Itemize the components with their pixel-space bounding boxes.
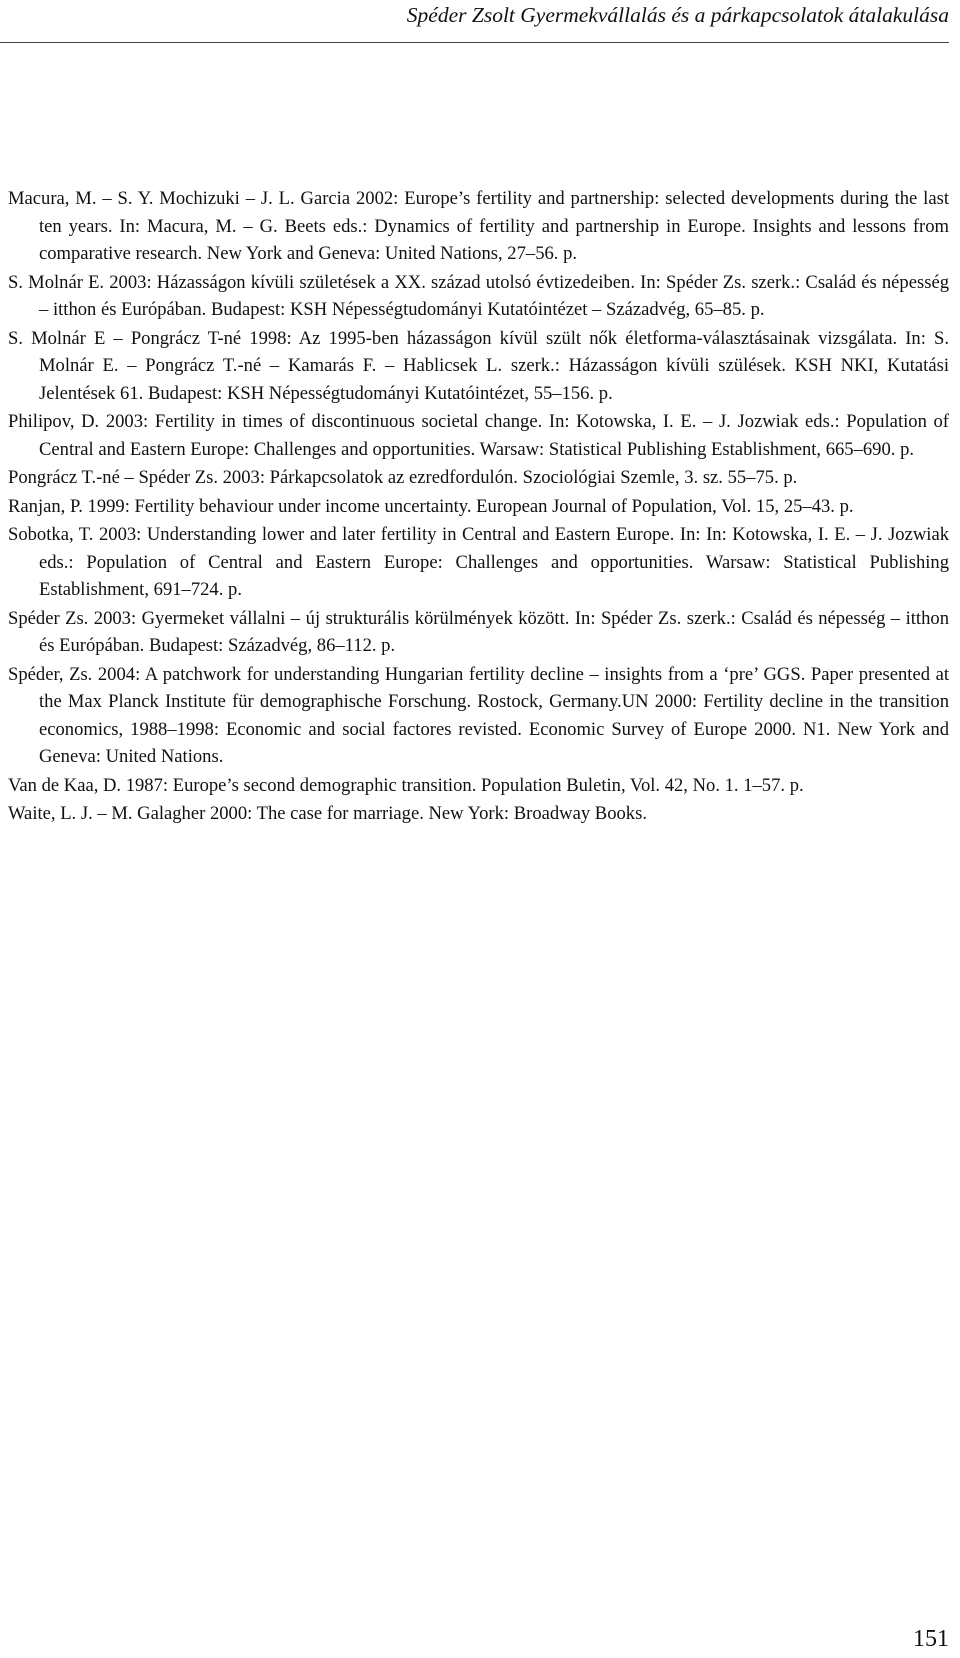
reference-entry: Macura, M. – S. Y. Mochizuki – J. L. Garcia 2002: Europe’s fertility and partnership: selected developments during the last ten years. In: Macura, M. – G. Beets eds.: Dynamics of fertility and partnership in Europe. Insights and lessons from comparative research. New York and Geneva: United Nations, 27–56. p. — [8, 188, 949, 264]
reference-entry: Spéder Zs. 2003: Gyermeket vállalni – új strukturális körülmények között. In: Spéder Zs. szerk.: Család és népesség – itthon és Európában. Budapest: Századvég, 86–112. p. — [8, 607, 949, 656]
reference-list — [8, 185, 949, 829]
reference-entry: Spéder, Zs. 2004: A patchwork for understanding Hungarian fertility decline – insights from a ‘pre’ GGS. Paper presented at the Max Planck Institute für demographische Forschung. Rostock, Germany.UN 2000: Fertility decline in the transition economics, 1988–1998: Economic and social factores revisted. Economic Survey of Europe 2000. N1. New York and Geneva: United Nations. — [8, 663, 949, 767]
reference-entry: Ranjan, P. 1999: Fertility behaviour under income uncertainty. European Journal of Population, Vol. 15, 25–43. p. — [8, 495, 854, 517]
reference-entry: Pongrácz T.-né – Spéder Zs. 2003: Párkapcsolatok az ezredfordulón. Szociológiai Szemle, 3. sz. 55–75. p. — [8, 467, 798, 488]
reference-entry: Van de Kaa, D. 1987: Europe’s second demographic transition. Population Buletin, Vol. 42, No. 1. 1–57. p. — [8, 774, 804, 796]
running-header — [0, 0, 949, 43]
page-number: 151 — [913, 1626, 949, 1652]
reference-entry: S. Molnár E. 2003: Házasságon kívüli születések a XX. század utolsó évtizedeiben. In: Spéder Zs. szerk.: Család és népesség – itthon és Európában. Budapest: KSH Népességtudományi Kutatóintézet – Századvég, 65–85. p. — [8, 271, 949, 320]
reference-entry: Sobotka, T. 2003: Understanding lower and later fertility in Central and Eastern Europe. In: In: Kotowska, I. E. – J. Jozwiak eds.: Population of Central and Eastern Europe: Challenges and opportunities. Warsaw: Statistical Publishing Establishment, 691–724. p. — [8, 524, 949, 600]
running-title: Spéder Zsolt Gyermekvállalás és a párkapcsolatok átalakulása — [406, 3, 949, 27]
reference-entry: Waite, L. J. – M. Galagher 2000: The case for marriage. New York: Broadway Books. — [8, 803, 647, 824]
reference-entry: Philipov, D. 2003: Fertility in times of discontinuous societal change. In: Kotowska, I. E. – J. Jozwiak eds.: Population of Central and Eastern Europe: Challenges and opportunities. Warsaw: Statistical Publishing Establishment, 665–690. p. — [8, 411, 949, 460]
reference-entry: S. Molnár E – Pongrácz T-né 1998: Az 1995-ben házasságon kívül szült nők életforma-választásainak vizsgálata. In: S. Molnár E. – Pongrácz T.-né – Kamarás F. – Hablicsek L. szerk.: Házasságon kívüli szülések. KSH NKI, Kutatási Jelentések 61. Budapest: KSH Népességtudományi Kutatóintézet, 55–156. p. — [8, 327, 949, 404]
